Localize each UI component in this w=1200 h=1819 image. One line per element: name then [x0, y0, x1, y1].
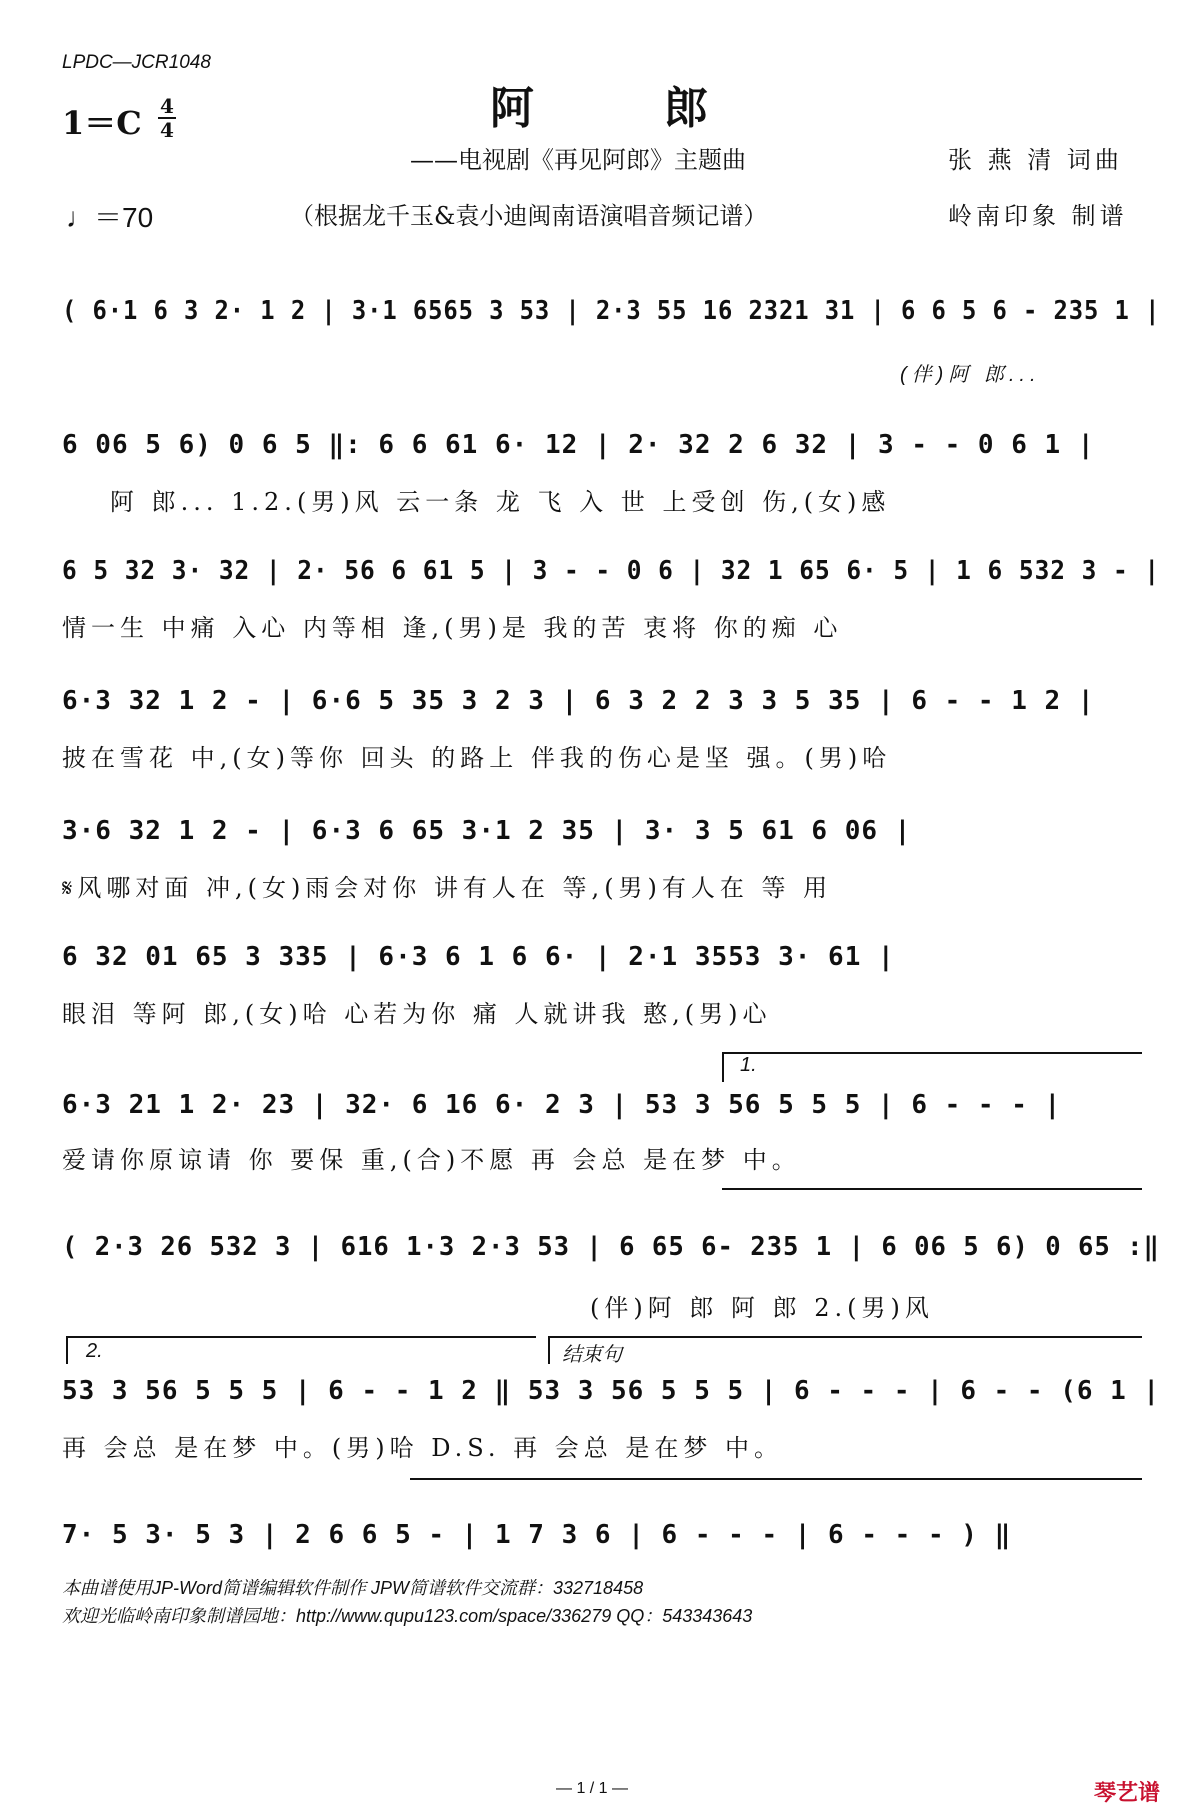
- notation-row-1: ( 6·1 6 3 2· 1 2 | 3·1 6565 3 53 | 2·3 55 16 2321 31 | 6 6 5 6 - 235 1 |: [62, 296, 1161, 326]
- key-signature: 1＝C: [62, 104, 142, 142]
- lyric-row-3: 情一生 中痛 入心 内等相 逢,(男)是 我的苦 衷将 你的痴 心: [62, 614, 843, 642]
- credit-score: 岭南印象 制谱: [948, 202, 1128, 230]
- ending-bracket-lower: [410, 1478, 1142, 1480]
- lyric-row-1: (伴)阿 郎...: [900, 364, 1041, 386]
- lyric-row-8: (伴)阿 郎 阿 郎 2.(男)风: [590, 1294, 934, 1322]
- notation-row-2: 6 06 5 6) 0 6 5 ‖: 6 6 61 6· 12 | 2· 32 2 6 32 | 3 - - 0 6 1 |: [62, 430, 1095, 460]
- volta-bracket-2-edge: [66, 1336, 68, 1364]
- notation-row-3: 6 5 32 3· 32 | 2· 56 6 61 5 | 3 - - 0 6 | 32 1 65 6· 5 | 1 6 532 3 - |: [62, 556, 1161, 586]
- credit-lyrics: 张 燕 清 词曲: [948, 146, 1123, 174]
- volta-bracket-1-edge: [722, 1052, 724, 1082]
- lyric-row-9: 再 会总 是在梦 中。(男)哈 D.S. 再 会总 是在梦 中。: [62, 1434, 783, 1462]
- subtitle: ——电视剧《再见阿郎》主题曲: [410, 146, 746, 174]
- score-code: LPDC—JCR1048: [62, 52, 211, 73]
- tempo-marking: ♩＝70: [66, 202, 154, 233]
- transcription-basis: （根据龙千玉&袁小迪闽南语演唱音频记谱）: [290, 202, 768, 230]
- notation-row-8: ( 2·3 26 532 3 | 616 1·3 2·3 53 | 6 65 6- 235 1 | 6 06 5 6) 0 65 :‖: [62, 1232, 1160, 1262]
- lyric-row-7: 爱请你原谅请 你 要保 重,(合)不愿 再 会总 是在梦 中。: [62, 1146, 801, 1174]
- time-top: 4: [160, 94, 174, 118]
- lyric-row-6: 眼泪 等阿 郎,(女)哈 心若为你 痛 人就讲我 憨,(男)心: [62, 1000, 772, 1028]
- lyric-row-5: 𝄋风哪对面 冲,(女)雨会对你 讲有人在 等,(男)有人在 等 用: [62, 874, 833, 902]
- ending-bracket-edge: [548, 1336, 550, 1364]
- ending-bracket: [548, 1336, 1142, 1338]
- notation-row-9: 53 3 56 5 5 5 | 6 - - 1 2 ‖ 53 3 56 5 5 5 | 6 - - - | 6 - - (6 1 |: [62, 1376, 1161, 1406]
- lyric-row-4: 披在雪花 中,(女)等你 回头 的路上 伴我的伤心是坚 强。(男)哈: [62, 744, 892, 772]
- notation-row-7: 6·3 21 1 2· 23 | 32· 6 16 6· 2 3 | 53 3 56 5 5 5 | 6 - - - |: [62, 1090, 1062, 1120]
- volta-2-label: 2.: [86, 1340, 103, 1362]
- volta-bracket-1: [722, 1052, 1142, 1054]
- notation-row-6: 6 32 01 65 3 335 | 6·3 6 1 6 6· | 2·1 3553 3· 61 |: [62, 942, 895, 972]
- volta-1-label: 1.: [740, 1054, 757, 1076]
- time-signature: [158, 96, 176, 140]
- lyric-row-2: 阿 郎... 1.2.(男)风 云一条 龙 飞 入 世 上受创 伤,(女)感: [110, 488, 891, 516]
- footer-website-note: 欢迎光临岭南印象制谱园地：http://www.qupu123.com/space/336279 QQ：543343643: [62, 1606, 753, 1626]
- footer-software-note: 本曲谱使用JP-Word简谱编辑软件制作 JPW简谱软件交流群：332718458: [62, 1578, 644, 1598]
- volta-bracket-2: [66, 1336, 536, 1338]
- brand-logo: 琴艺谱: [1094, 1780, 1161, 1805]
- notation-row-4: 6·3 32 1 2 - | 6·6 5 35 3 2 3 | 6 3 2 2 3 3 5 35 | 6 - - 1 2 |: [62, 686, 1095, 716]
- notation-row-5: 3·6 32 1 2 - | 6·3 6 65 3·1 2 35 | 3· 3 5 61 6 06 |: [62, 816, 912, 846]
- song-title: 阿郎: [490, 83, 838, 134]
- time-bottom: 4: [160, 118, 174, 142]
- ending-label: 结束句: [562, 1344, 622, 1366]
- notation-row-10: 7· 5 3· 5 3 | 2 6 6 5 - | 1 7 3 6 | 6 - - - | 6 - - - ) ‖: [62, 1520, 1012, 1550]
- page-number: — 1 / 1 —: [556, 1780, 629, 1797]
- volta-bracket-1-lower: [722, 1188, 1142, 1190]
